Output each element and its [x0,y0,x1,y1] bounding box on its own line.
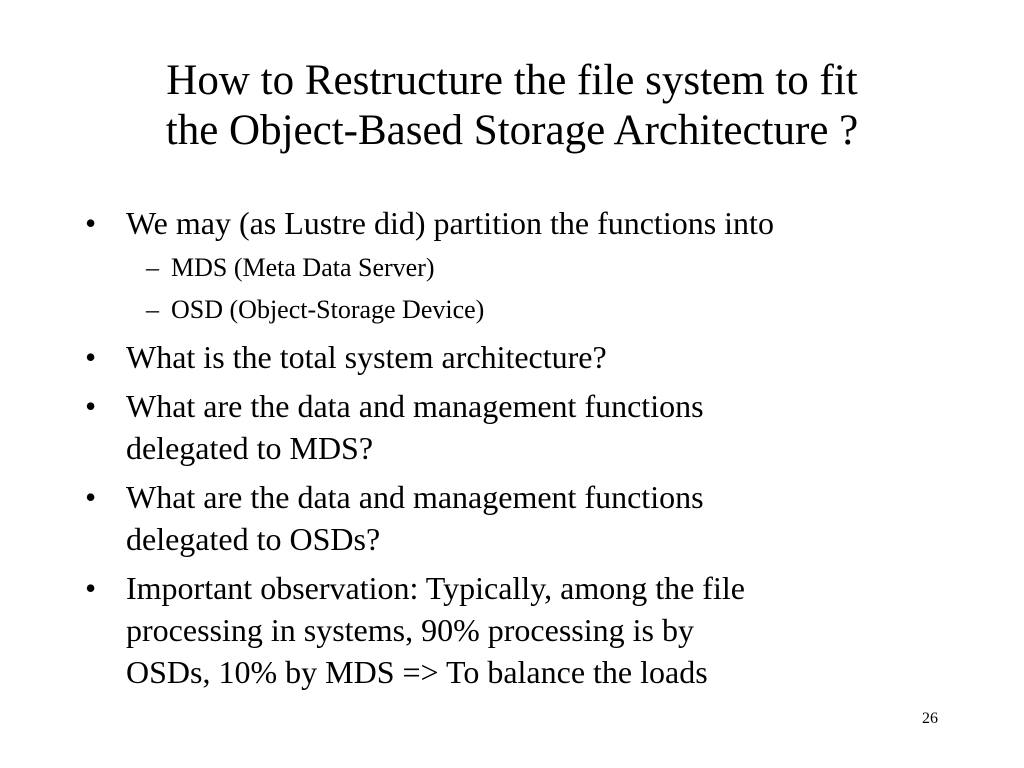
bullet-list [85,202,985,700]
dash-icon: – [146,253,159,282]
bullet-text-line-1: Important observation: Typically, among the file [126,570,745,606]
bullet-icon: • [85,339,97,375]
bullet-icon: • [85,479,97,515]
bullet-text-line-1: What are the data and management functions [126,479,704,515]
bullet-item-mds-functions [85,385,985,469]
bullet-item-architecture [85,336,985,378]
bullet-text: What is the total system architecture? [126,339,607,375]
bullet-text-line-2: processing in systems, 90% processing is by [126,612,694,648]
bullet-item-observation [85,567,985,693]
sub-item-text: MDS (Meta Data Server) [171,253,435,282]
sub-bullet-list [126,250,985,328]
bullet-text-line-2: delegated to MDS? [126,430,374,466]
title-line-1: How to Restructure the file system to fit [166,57,858,104]
bullet-icon: • [85,570,97,606]
title-line-2: the Object-Based Storage Architecture ? [165,107,859,154]
bullet-icon: • [85,388,97,424]
sub-item-osd [126,292,985,328]
bullet-text-line-1: What are the data and management functions [126,388,704,424]
bullet-text: We may (as Lustre did) partition the functions into [126,205,774,241]
sub-item-mds [126,250,985,286]
bullet-item-osd-functions [85,476,985,560]
dash-icon: – [146,295,159,324]
bullet-text-line-3: OSDs, 10% by MDS => To balance the loads [126,654,708,690]
bullet-item-partition [85,202,985,328]
slide-number: 26 [922,710,938,727]
bullet-text-line-2: delegated to OSDs? [126,521,381,557]
sub-item-text: OSD (Object-Storage Device) [171,295,485,324]
slide-title [60,56,964,156]
bullet-icon: • [85,205,97,241]
